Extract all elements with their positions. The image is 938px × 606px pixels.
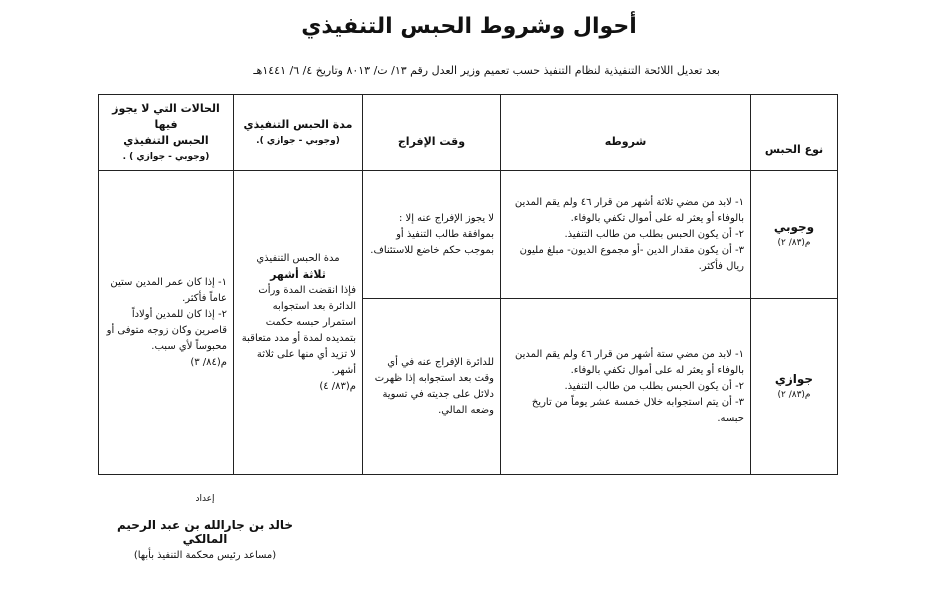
conditions-cell-mandatory <box>501 171 751 299</box>
exempt-ref: م(٨٤/ ٣) <box>190 356 227 368</box>
exempt-item: ٢- إذا كان للمدين أولاداً قاصرين وكان زوجه متوفى أو محبوساً لأي سبب. <box>106 308 227 352</box>
author-title: (مساعد رئيس محكمة التنفيذ بأبها) <box>133 550 277 561</box>
signature-block <box>110 494 300 561</box>
page-title: أحوال وشروط الحبس التنفيذي <box>301 14 637 39</box>
header-release: وقت الإفراج <box>363 95 501 171</box>
header-conditions: شروطه <box>501 95 751 171</box>
table-row-mandatory <box>99 171 838 299</box>
header-duration-sub: (وجوبي - جوازي ). <box>256 135 340 146</box>
duration-cell <box>234 171 363 475</box>
release-cell-optional: للدائرة الإفراج عنه في أي وقت بعد استجوابه إذا ظهرت دلائل على جديته في تسوية وضعه المالي. <box>363 299 501 475</box>
conditions-cell-optional <box>501 299 751 475</box>
duration-main: ثلاثة أشهر <box>270 267 326 281</box>
duration-body: فإذا انقضت المدة ورأت الدائرة بعد استجوابه استمرار حبسه حكمت بتمديده لمدة أو مدد متعاقبة لا تزيد أي منها على ثلاثة أشهر. <box>241 284 356 376</box>
type-name: وجوبي <box>773 219 815 234</box>
type-cell-mandatory <box>751 171 838 299</box>
duration-intro: مدة الحبس التنفيذي <box>256 252 340 264</box>
table-header-row <box>99 95 838 171</box>
type-ref: م(٨٣/ ٢) <box>777 389 811 400</box>
prepared-by-label: إعداد <box>195 494 215 504</box>
author-name: خالد بن جارالله بن عبد الرحيم المالكي <box>116 518 293 546</box>
header-exempt-title-2: الحبس التنفيذي <box>123 133 209 147</box>
condition-item: ١- لابد من مضي ثلاثة أشهر من قرار ٤٦ ولم يقم المدين بالوفاء أو يعثر له على أموال تكفي بالوفاء. <box>514 196 744 224</box>
condition-item: ٢- أن يكون الحبس بطلب من طالب التنفيذ. <box>564 380 744 392</box>
detention-table <box>98 94 838 475</box>
type-name: جوازي <box>774 371 814 386</box>
exempt-cell <box>99 171 234 475</box>
condition-item: ١- لابد من مضي ستة أشهر من قرار ٤٦ ولم يقم المدين بالوفاء أو يعثر له على أموال تكفي بالوفاء. <box>515 348 744 376</box>
header-type: نوع الحبس <box>751 95 838 171</box>
type-cell-optional <box>751 299 838 475</box>
header-exempt-title-1: الحالات التي لا يجوز فيها <box>112 101 220 131</box>
condition-item: ٣- أن يتم استجوابه خلال خمسة عشر يوماً من تاريخ حبسه. <box>531 396 744 424</box>
header-duration-title: مدة الحبس التنفيذي <box>243 117 353 131</box>
duration-ref: م(٨٣/ ٤) <box>319 380 356 392</box>
type-ref: م(٨٣/ ٢) <box>777 237 811 248</box>
header-duration <box>234 95 363 171</box>
condition-item: ٣- أن يكون مقدار الدين -أو مجموع الديون- مبلغ مليون ريال فأكثر. <box>519 244 744 272</box>
header-exempt-sub: (وجوبي - جوازي ) . <box>122 151 210 162</box>
condition-item: ٢- أن يكون الحبس بطلب من طالب التنفيذ. <box>564 228 744 240</box>
header-exempt <box>99 95 234 171</box>
release-cell-mandatory: لا يجوز الإفراج عنه إلا : بموافقة طالب التنفيذ أو بموجب حكم خاضع للاستئناف. <box>363 171 501 299</box>
page-subtitle: بعد تعديل اللائحة التنفيذية لنظام التنفيذ حسب تعميم وزير العدل رقم ١٣/ ت/ ٨٠١٣ وتاريخ ٤/ ٦/ ١٤٤١هـ <box>253 64 720 77</box>
exempt-item: ١- إذا كان عمر المدين ستين عاماً فأكثر. <box>110 276 227 304</box>
